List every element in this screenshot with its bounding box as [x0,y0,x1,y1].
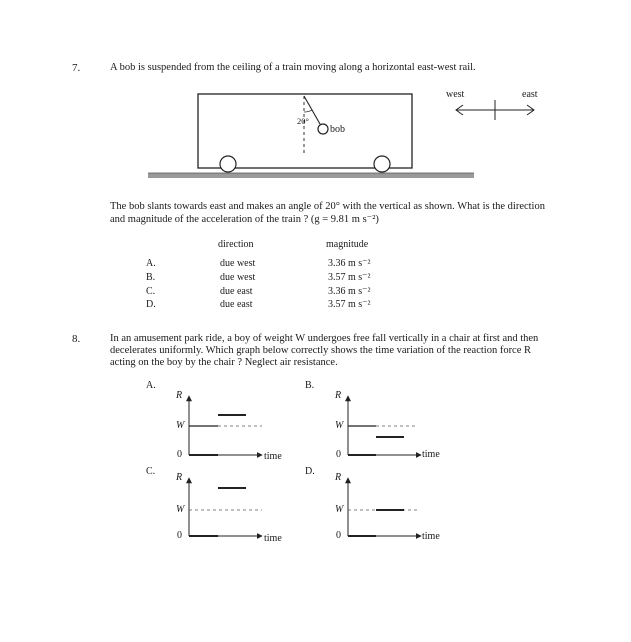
graph-c-w-label: W [176,504,185,515]
graph-b[interactable] [348,396,421,455]
east-label: east [522,89,538,100]
table-header-magnitude: magnitude [326,239,369,250]
option-a-direction: due west [220,258,256,269]
graph-c-zero-label: 0 [177,530,182,541]
graph-d-letter[interactable]: D. [305,466,315,477]
q8-number: 8. [72,333,81,345]
option-a-magnitude: 3.36 m s⁻² [328,258,371,269]
option-d-letter[interactable]: D. [146,299,156,310]
graph-c[interactable] [189,478,262,536]
angle-label: 20° [297,116,309,126]
graph-d-zero-label: 0 [336,530,341,541]
graph-a[interactable] [189,396,262,455]
graph-d-x-label: time [422,531,440,542]
q7-stem: A bob is suspended from the ceiling of a train moving along a horizontal east-west rail. [110,62,476,73]
graph-a-x-label: time [264,451,282,462]
graph-d-y-label: R [335,472,342,483]
graph-a-zero-label: 0 [177,449,182,460]
option-c-direction: due east [220,286,253,297]
graph-a-w-label: W [176,420,185,431]
q8-line2: decelerates uniformly. Which graph below correctly shows the time variation of the reaction force R [110,345,532,356]
bob-label: bob [330,124,345,135]
q7-question-line2: and magnitude of the acceleration of the train ? (g = 9.81 m s⁻²) [110,214,379,225]
graph-b-x-label: time [422,449,440,460]
graph-c-letter[interactable]: C. [146,466,156,477]
option-d-direction: due east [220,299,253,310]
option-c-magnitude: 3.36 m s⁻² [328,286,371,297]
graph-d-w-label: W [335,504,344,515]
option-b-magnitude: 3.57 m s⁻² [328,272,371,283]
option-b-direction: due west [220,272,256,283]
q7-number: 7. [72,62,81,74]
graph-c-y-label: R [176,472,183,483]
q7-question-line1: The bob slants towards east and makes an angle of 20° with the vertical as shown. What is the direction [110,201,545,212]
graph-d[interactable] [348,478,421,536]
west-label: west [446,89,465,100]
table-header-direction: direction [218,239,254,250]
graph-c-x-label: time [264,533,282,544]
graph-b-letter[interactable]: B. [305,380,315,391]
option-b-letter[interactable]: B. [146,272,156,283]
graph-b-y-label: R [335,390,342,401]
q8-line1: In an amusement park ride, a boy of weight W undergoes free fall vertically in a chair at first and then [110,333,539,344]
graph-b-zero-label: 0 [336,449,341,460]
graph-a-y-label: R [176,390,183,401]
option-c-letter[interactable]: C. [146,286,156,297]
graph-a-letter[interactable]: A. [146,380,156,391]
option-a-letter[interactable]: A. [146,258,156,269]
graph-b-w-label: W [335,420,344,431]
option-d-magnitude: 3.57 m s⁻² [328,299,371,310]
q8-line3: acting on the boy by the chair ? Neglect air resistance. [110,357,338,368]
